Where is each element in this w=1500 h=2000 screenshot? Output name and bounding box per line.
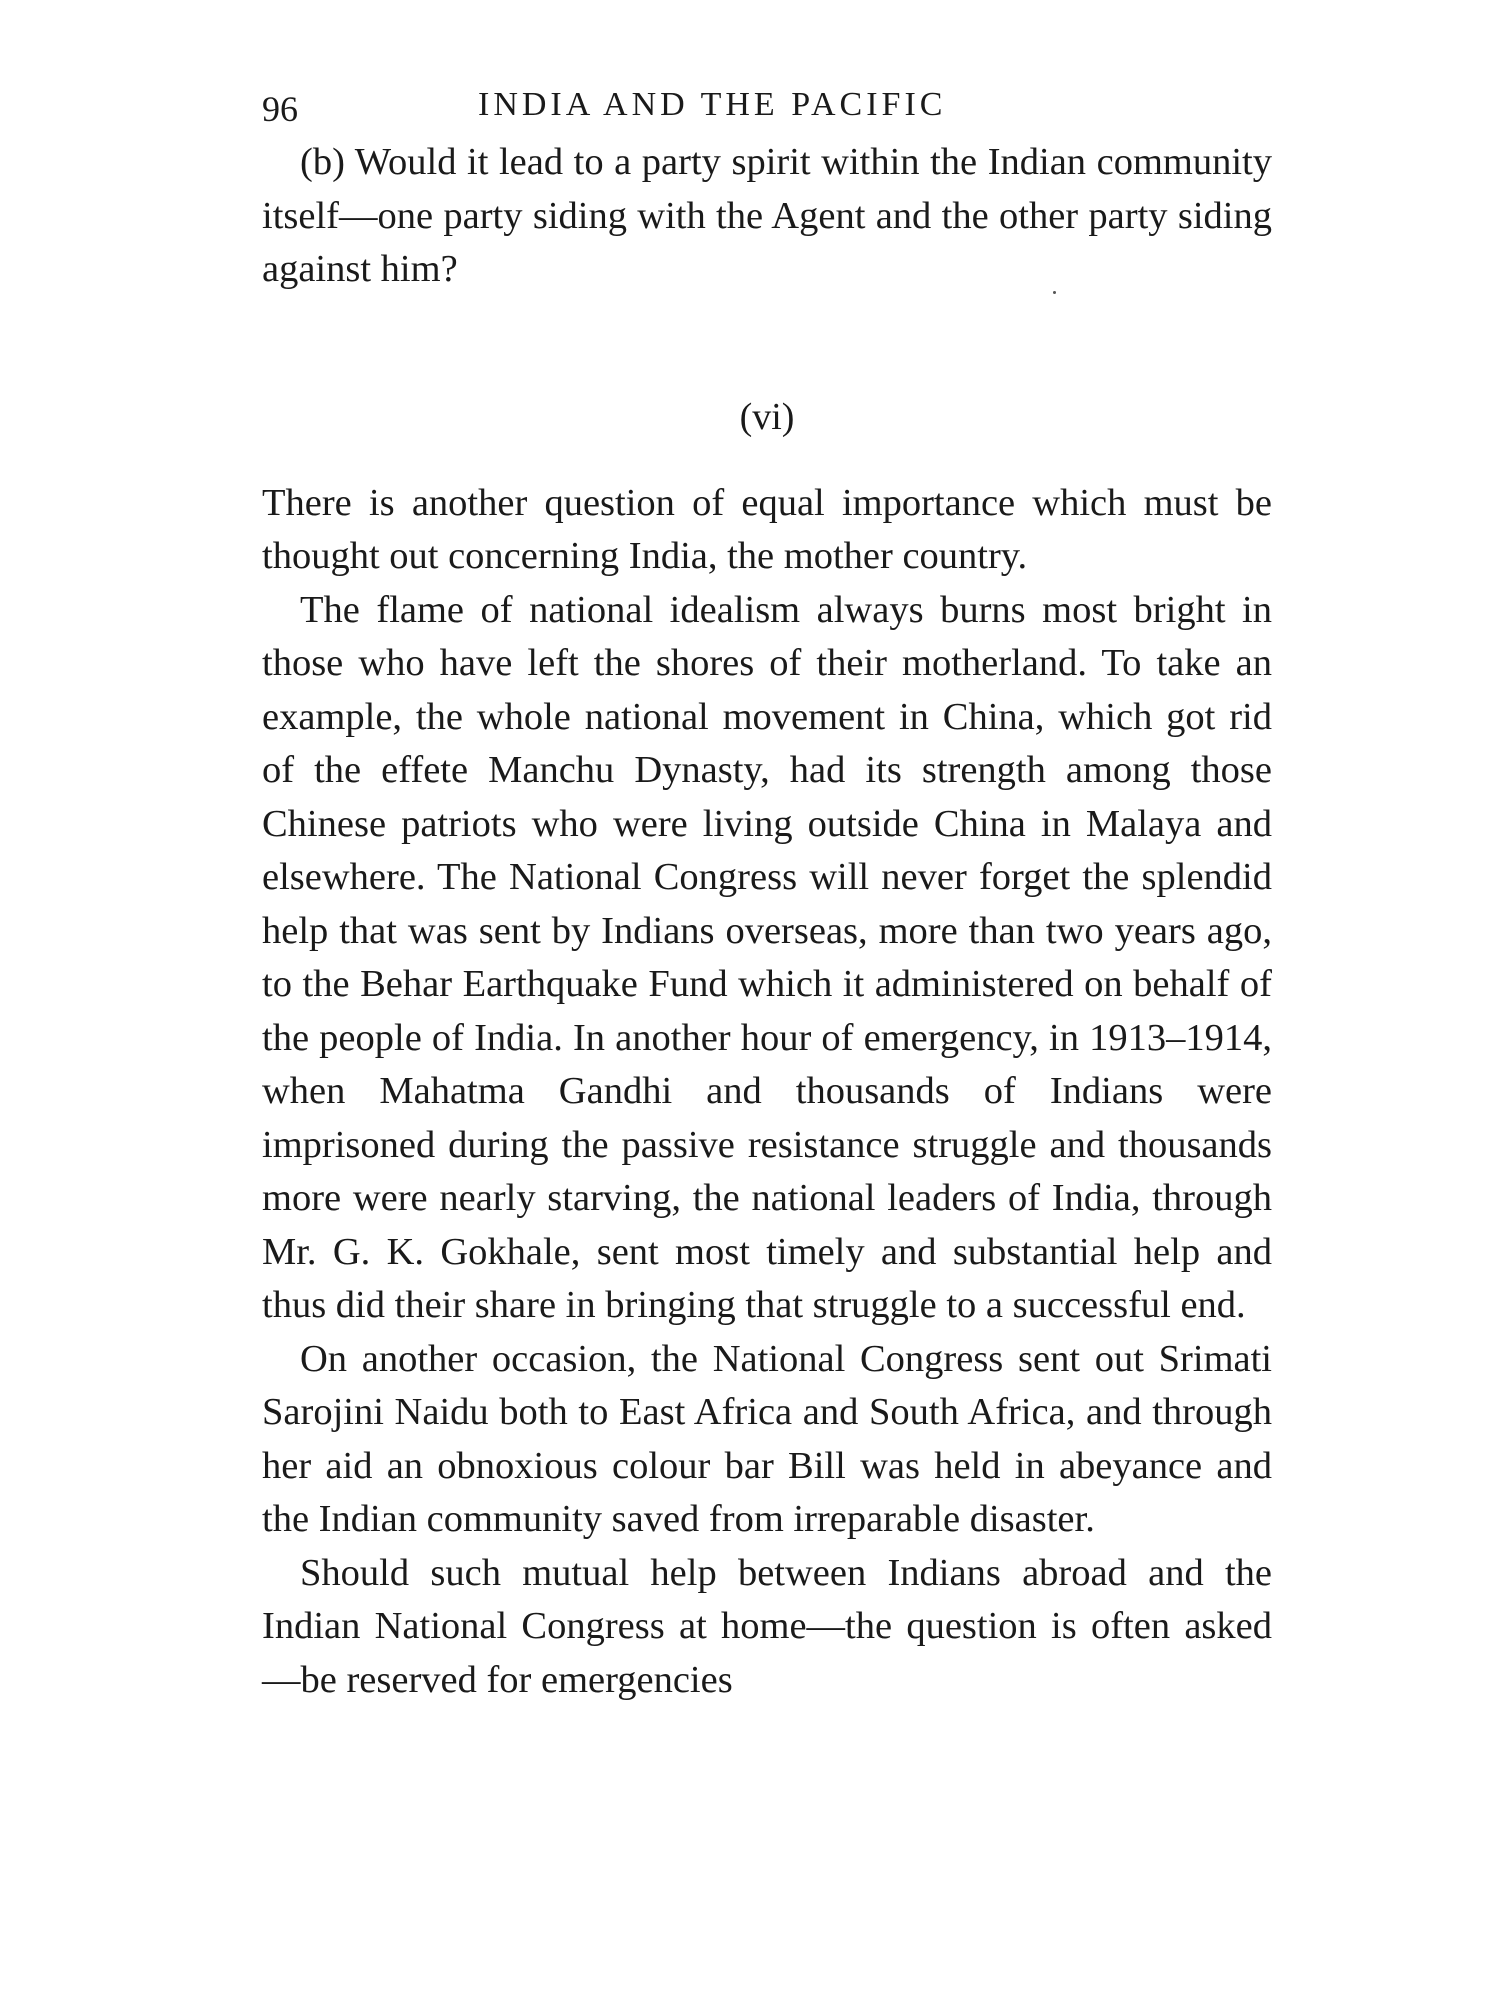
spacer bbox=[262, 297, 1272, 391]
page-number: 96 bbox=[262, 89, 298, 129]
speck-mark bbox=[1053, 291, 1056, 294]
paragraph-3: On another occasion, the National Congress sent out Srimati Sarojini Naidu both to East Africa and South Africa, and through her aid an obnoxious colour bar Bill was held in abeyance and the Indian community saved from irreparable disaster. bbox=[262, 1337, 1272, 1540]
running-title: INDIA AND THE PACIFIC bbox=[478, 86, 947, 123]
running-head bbox=[262, 80, 1272, 136]
spacer bbox=[262, 444, 1272, 477]
paragraph-b: (b) Would it lead to a party spirit within the Indian community itself—one party siding with the Agent and the other party siding against him? bbox=[262, 141, 1272, 290]
paragraph-2: The flame of national idealism always burns most bright in those who have left the shores of their motherland. To take an example, the whole national movement in China, which got rid of the effete Manchu Dynasty, had its strength among those Chinese patriots who were living outside China in Malaya and elsewhere. The National Congress will never forget the splendid help that was sent by Indians overseas, more than two years ago, to the Behar Earthquake Fund which it administered on behalf of the people of India. In another hour of emergency, in 1913–1914, when Mahatma Gandhi and thousands of Indians were imprisoned during the passive resistance struggle and thousands more were nearly starving, the national leaders of India, through Mr. G. K. Gokhale, sent most timely and substantial help and thus did their share in bringing that struggle to a successful end. bbox=[262, 588, 1272, 1326]
paragraph-4: Should such mutual help between Indians abroad and the Indian National Congress at home—the question is often asked—be reserved for emergencies bbox=[262, 1551, 1272, 1701]
book-page bbox=[262, 80, 1272, 1707]
paragraph-1: There is another question of equal importance which must be thought out concerning India, the mother country. bbox=[262, 481, 1272, 577]
section-marker: (vi) bbox=[739, 395, 795, 438]
